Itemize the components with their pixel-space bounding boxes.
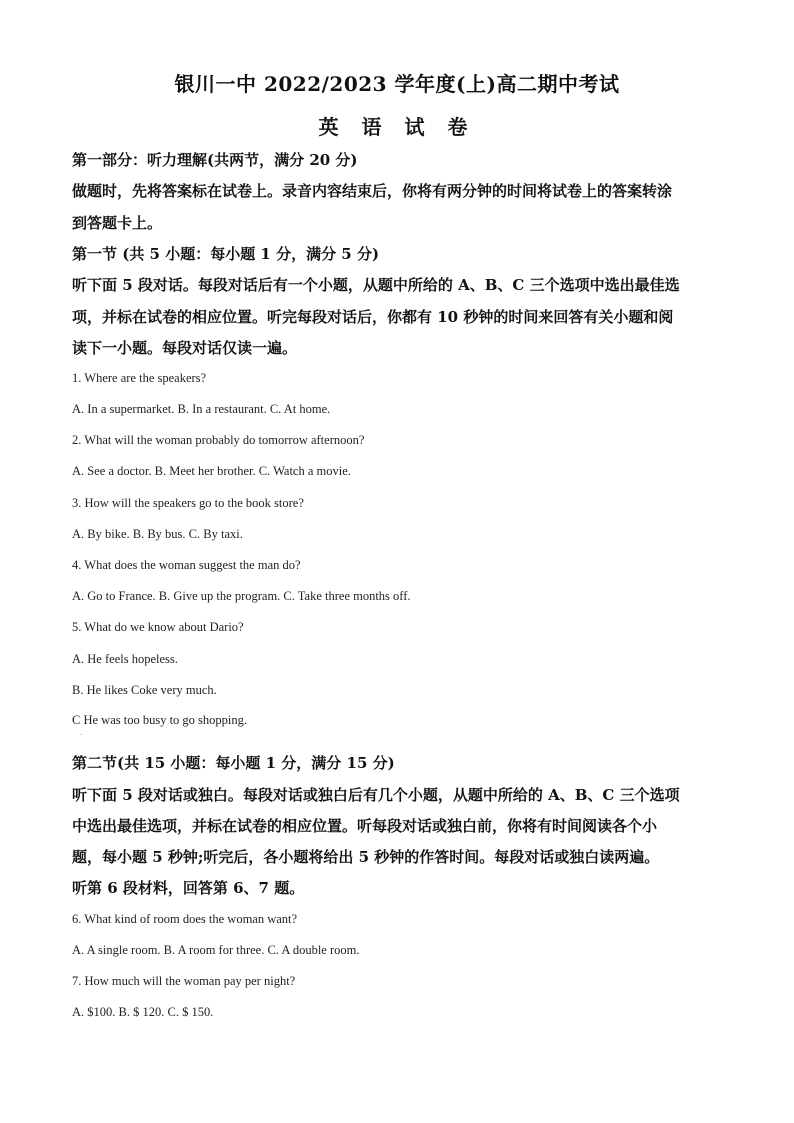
answer-option: A. He feels hopeless. <box>72 652 178 666</box>
answer-options: A. Go to France. B. Give up the program. C. Take three months off. <box>72 589 411 603</box>
answer-options: A. By bike. B. By bus. C. By taxi. <box>72 527 243 541</box>
question-text: 5. What do we know about Dario? <box>72 620 244 634</box>
question-text: 4. What does the woman suggest the man do? <box>72 558 301 572</box>
answer-options: A. See a doctor. B. Meet her brother. C. Watch a movie. <box>72 464 351 478</box>
answer-options: A. In a supermarket. B. In a restaurant. C. At home. <box>72 402 331 416</box>
section1-heading: 第一节 (共 5 小题：每小题 1 分，满分 5 分) <box>72 245 380 263</box>
question-text: 2. What will the woman probably do tomorrow afternoon? <box>72 433 365 447</box>
answer-option: B. He likes Coke very much. <box>72 683 217 697</box>
part1-instruction-line2: 到答题卡上。 <box>72 214 163 232</box>
question-text: 7. How much will the woman pay per night? <box>72 974 296 988</box>
section2-instruction-line1: 听下面 5 段对话或独白。每段对话或独白后有几个小题，从题中所给的 A、B、C 三个选项 <box>72 786 680 804</box>
section2-instruction-line3: 题，每小题 5 秒钟;听完后，各小题将给出 5 秒钟的作答时间。每段对话或独白读两遍。 <box>72 848 660 866</box>
part1-heading: 第一部分：听力理解(共两节，满分 20 分) <box>72 151 358 169</box>
stray-mark: · <box>80 732 82 739</box>
section2-heading: 第二节(共 15 小题：每小题 1 分，满分 15 分) <box>72 754 395 772</box>
answer-options: A. $100. B. $ 120. C. $ 150. <box>72 1005 214 1019</box>
material-heading: 听第 6 段材料，回答第 6、7 题。 <box>72 879 305 897</box>
exam-title: 银川一中 2022/2023 学年度(上)高二期中考试 <box>174 72 620 96</box>
question-text: 6. What kind of room does the woman want? <box>72 912 298 926</box>
section1-instruction-line3: 读下一小题。每段对话仅读一遍。 <box>72 339 298 357</box>
section1-instruction-line2: 项，并标在试卷的相应位置。听完每段对话后，你都有 10 秒钟的时间来回答有关小题和阅 <box>72 308 674 326</box>
part1-instruction-line1: 做题时，先将答案标在试卷上。录音内容结束后，你将有两分钟的时间将试卷上的答案转涂 <box>72 182 673 200</box>
answer-option: C He was too busy to go shopping. <box>72 713 247 727</box>
question-text: 3. How will the speakers go to the book store? <box>72 496 304 510</box>
exam-subtitle: 英 语 试 卷 <box>318 115 476 139</box>
answer-options: A. A single room. B. A room for three. C. A double room. <box>72 943 360 957</box>
section2-instruction-line2: 中选出最佳选项，并标在试卷的相应位置。听每段对话或独白前，你将有时间阅读各个小 <box>72 817 658 835</box>
question-text: 1. Where are the speakers? <box>72 371 207 385</box>
section1-instruction-line1: 听下面 5 段对话。每段对话后有一个小题，从题中所给的 A、B、C 三个选项中选出最佳选 <box>72 276 680 294</box>
